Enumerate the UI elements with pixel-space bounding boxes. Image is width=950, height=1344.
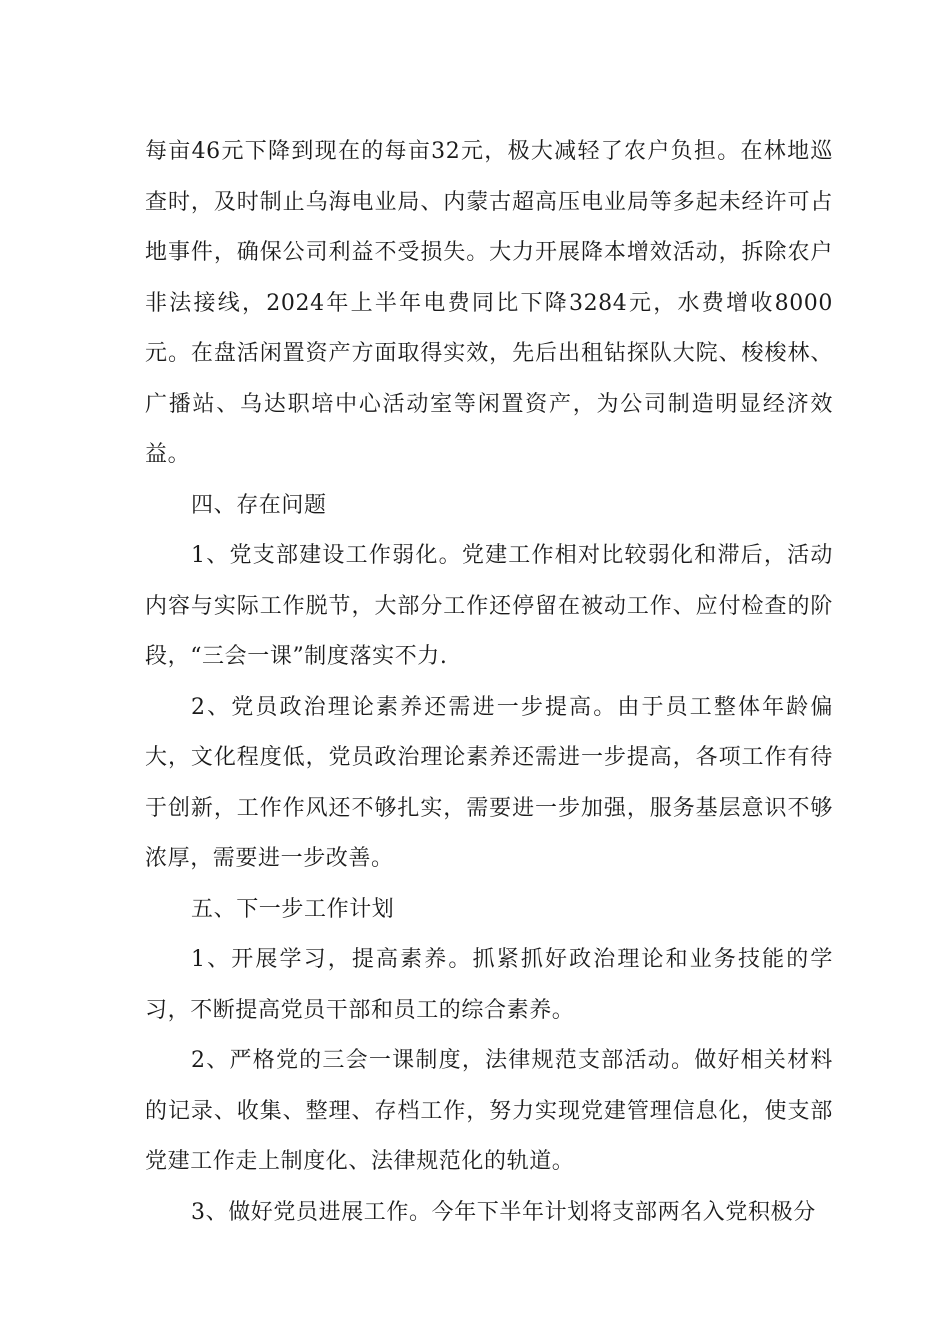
paragraph-plan-2: 2、严格党的三会一课制度，法律规范支部活动。做好相关材料的记录、收集、整理、存档工作，努力实现党建管理信息化，使支部党建工作走上制度化、法律规范化的轨道。 — [145, 1048, 833, 1174]
paragraph-problem-1: 1、党支部建设工作弱化。党建工作相对比较弱化和滞后，活动内容与实际工作脱节，大部分工作还停留在被动工作、应付检查的阶段，“三会一课”制度落实不力. — [145, 543, 833, 669]
section-heading-next-plan: 五、下一步工作计划 — [191, 896, 395, 922]
paragraph-plan-3: 3、做好党员进展工作。今年下半年计划将支部两名入党积极分 — [191, 1199, 816, 1225]
section-heading-existing-problems: 四、存在问题 — [191, 492, 327, 518]
paragraph-problem-2: 2、党员政治理论素养还需进一步提高。由于员工整体年龄偏大，文化程度低，党员政治理论素养还需进一步提高，各项工作有待于创新，工作作风还不够扎实，需要进一步加强，服务基层意识不够浓厚，需要进一步改善。 — [145, 694, 833, 871]
document-body — [145, 127, 833, 1238]
paragraph-plan-1: 1、开展学习，提高素养。抓紧抓好政治理论和业务技能的学习，不断提高党员干部和员工的综合素养。 — [145, 947, 833, 1023]
paragraph-continued-results: 每亩46元下降到现在的每亩32元，极大减轻了农户负担。在林地巡查时，及时制止乌海电业局、内蒙古超高压电业局等多起未经许可占地事件，确保公司利益不受损失。大力开展降本增效活动，拆除农户非法接线，2024年上半年电费同比下降3284元，水费增收8000元。在盘活闲置资产方面取得实效，先后出租钻探队大院、梭梭林、广播站、乌达职培中心活动室等闲置资产，为公司制造明显经济效益。 — [145, 139, 833, 467]
